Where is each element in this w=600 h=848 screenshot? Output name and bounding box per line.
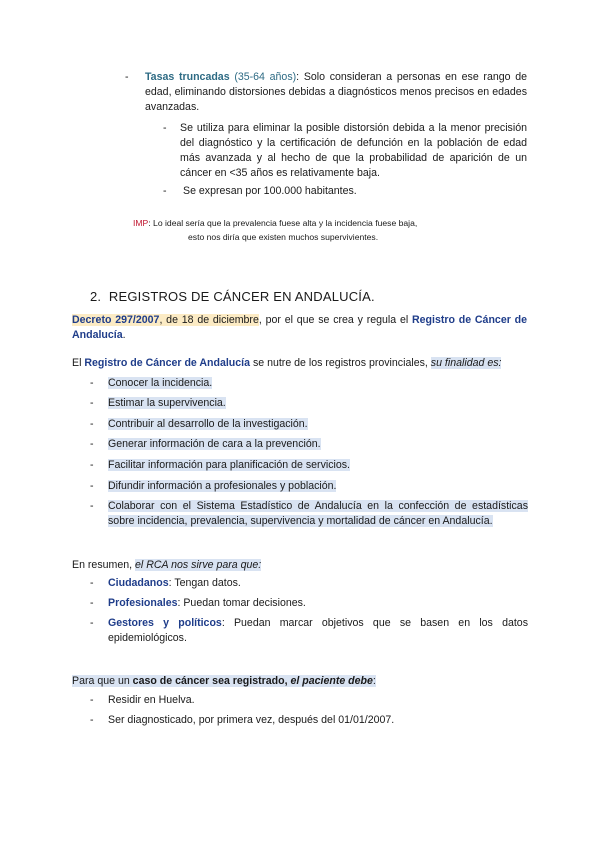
decreto-text: , por el que se crea y regula el: [258, 314, 412, 326]
resumen-item-text: : Puedan marcar objetivos que se basen en los datos epidemiológicos.: [108, 617, 528, 644]
resumen-item-label: Gestores y políticos: [108, 617, 222, 629]
finalidad-registro: Registro de Cáncer de Andalucía: [84, 357, 250, 369]
registro-intro-pre: Para que un: [72, 675, 133, 687]
resumen-intro-pre: En resumen,: [72, 559, 136, 571]
bullet-dash: -: [90, 397, 94, 409]
finalidad-intro-mid: se nutre de los registros provinciales,: [250, 357, 431, 369]
finalidad-item: Contribuir al desarrollo de la investigación.: [108, 418, 308, 430]
resumen-item-label: Profesionales: [108, 597, 178, 609]
bullet-dash: -: [90, 577, 94, 589]
resumen-item-text: : Tengan datos.: [168, 577, 241, 589]
bullet-dash: -: [90, 459, 94, 471]
tasas-text: Solo consideran a personas en ese rango de edad, eliminando distorsiones debidas a diagnósticos menos precisos en edades avanzadas.: [145, 71, 528, 113]
registro-intro-em: el paciente debe: [290, 675, 373, 687]
decreto-paragraph: [72, 313, 527, 343]
bullet-dash: -: [90, 438, 94, 450]
resumen-item-label: Ciudadanos: [108, 577, 169, 589]
bullet-dash: -: [90, 597, 94, 609]
finalidad-intro-em: su finalidad es:: [430, 357, 502, 369]
finalidad-intro-pre: El: [72, 357, 85, 369]
decreto-date: , de 18 de diciembre: [159, 314, 259, 326]
bullet-dash: -: [90, 500, 94, 512]
bullet-dash: -: [90, 617, 94, 629]
finalidad-item: Conocer la incidencia.: [108, 377, 213, 389]
sub-bullet-dash: -: [163, 122, 167, 134]
registro-intro-end: :: [372, 675, 376, 687]
tasas-range: (35-64 años): [234, 71, 297, 83]
bullet-dash: -: [90, 714, 94, 726]
imp-text-1: : Lo ideal sería que la prevalencia fuese alta y la incidencia fuese baja,: [148, 218, 418, 228]
finalidad-item: Difundir información a profesionales y población.: [108, 480, 337, 492]
resumen-item: [108, 616, 528, 646]
imp-note-line1: [133, 216, 417, 230]
registro-caso-intro: [72, 674, 376, 689]
resumen-item: [108, 596, 306, 611]
decreto-name: Decreto 297/2007: [72, 314, 160, 326]
registro-caso-item: Residir en Huelva.: [108, 694, 195, 706]
finalidad-item: Generar información de cara a la prevención.: [108, 438, 321, 450]
tasas-truncadas-paragraph: [145, 70, 527, 115]
section-heading: [90, 289, 375, 304]
tasas-title: Tasas truncadas: [145, 71, 230, 83]
bullet-dash: -: [90, 480, 94, 492]
tasas-colon: :: [296, 71, 300, 83]
finalidad-item: Colaborar con el Sistema Estadístico de Andalucía en la confección de estadísticas sobre incidencia, prevalencia, supervivencia y mortalidad de cáncer en Andalucía.: [108, 500, 528, 527]
resumen-item-text: : Puedan tomar decisiones.: [177, 597, 306, 609]
resumen-intro-em: el RCA nos sirve para que:: [135, 559, 262, 571]
bullet-dash: -: [90, 377, 94, 389]
finalidad-item: Facilitar información para planificación de servicios.: [108, 459, 350, 471]
imp-label: IMP: [133, 218, 149, 228]
resumen-item: [108, 576, 241, 591]
resumen-intro: [72, 558, 261, 573]
sub-bullet-dash: -: [163, 185, 167, 197]
section-title: REGISTROS DE CÁNCER EN ANDALUCÍA.: [108, 289, 375, 304]
tasas-subitem: Se utiliza para eliminar la posible distorsión debida a la menor precisión del diagnóstico y la certificación de defunción en la población de edad más avanzada y al hecho de que la probabilidad de aparición de un cáncer en <35 años es relativamente baja.: [180, 122, 527, 179]
imp-note-line2: esto nos diría que existen muchos supervivientes.: [188, 232, 379, 242]
bullet-dash: -: [90, 694, 94, 706]
bullet-dash: -: [90, 418, 94, 430]
decreto-registro: Registro de Cáncer de Andalucía: [72, 314, 527, 341]
finalidad-item: Estimar la supervivencia.: [108, 397, 226, 409]
finalidad-intro: [72, 356, 532, 371]
section-number: 2.: [90, 289, 102, 304]
decreto-end: .: [122, 329, 126, 341]
registro-caso-item: Ser diagnosticado, por primera vez, después del 01/01/2007.: [108, 714, 395, 726]
registro-intro-bold: caso de cáncer sea registrado,: [132, 675, 291, 687]
tasas-subitem: Se expresan por 100.000 habitantes.: [183, 185, 357, 197]
bullet-dash: -: [125, 71, 129, 83]
